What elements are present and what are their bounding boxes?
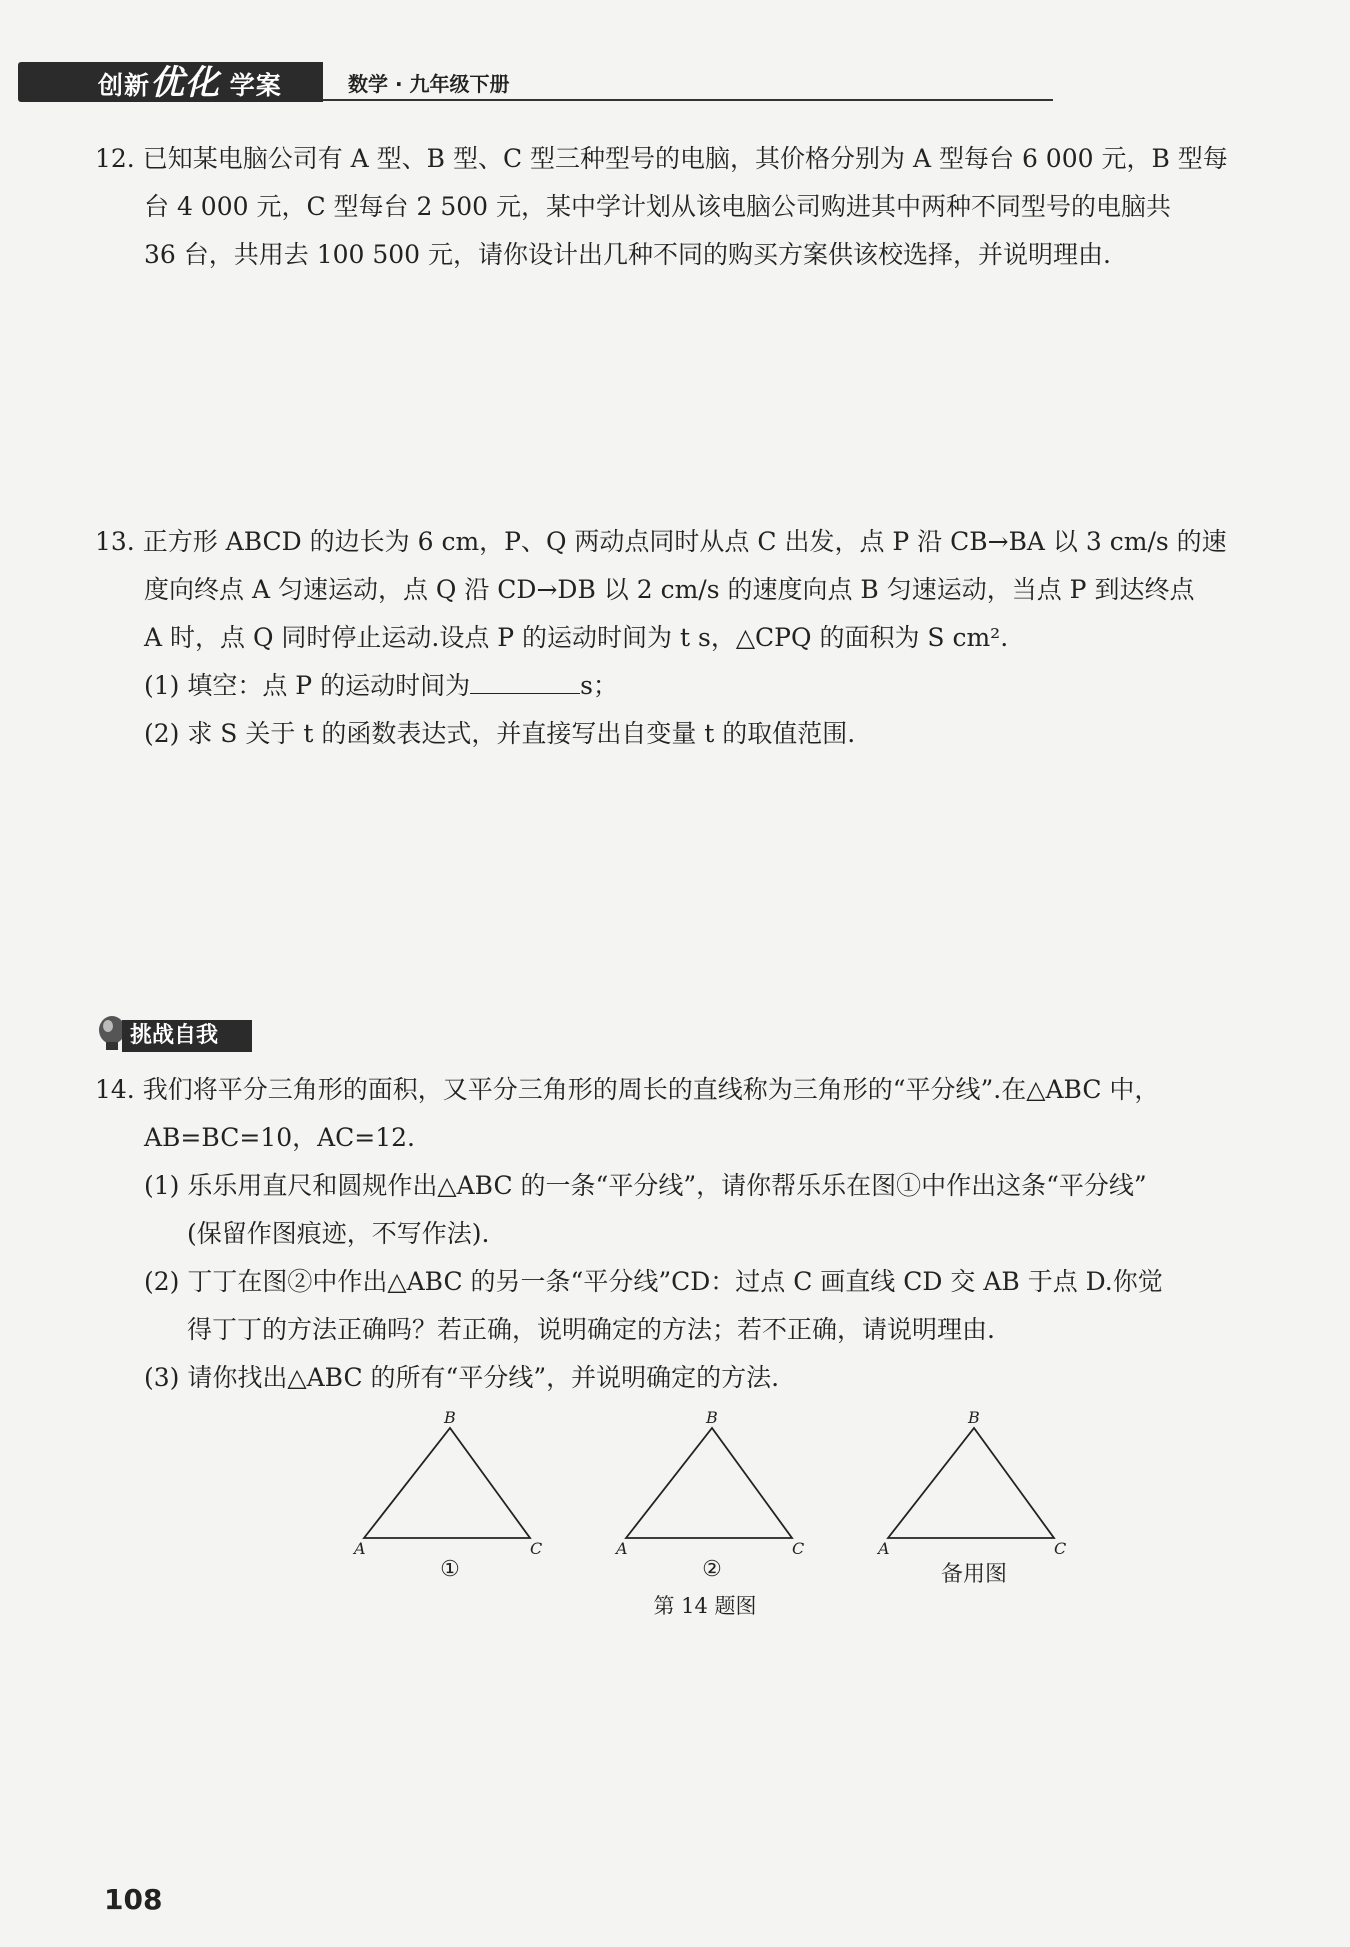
question-14 [95,1066,1275,1402]
triangle-figure-spare[interactable] [874,1405,1074,1585]
figure-caption: ② [702,1557,722,1582]
answer-blank[interactable] [470,673,580,694]
question-part-2: (2) 求 S 关于 t 的函数表达式，并直接写出自变量 t 的取值范围. [144,719,856,748]
question-text: A 时，点 Q 同时停止运动.设点 P 的运动时间为 t s，△CPQ 的面积为 S cm². [144,623,1009,652]
question-text: 台 4 000 元，C 型每台 2 500 元，某中学计划从该电脑公司购进其中两种不同型号的电脑共 [144,192,1172,221]
figure-caption: 备用图 [940,1562,1007,1587]
vertex-b-label: B [444,1408,456,1427]
vertex-a-label: A [616,1539,628,1555]
question-text: 度向终点 A 匀速运动，点 Q 沿 CD→DB 以 2 cm/s 的速度向点 B 匀速运动，当点 P 到达终点 [144,575,1195,604]
triangle-diagram [612,1405,812,1555]
header-banner [18,62,323,102]
question-13 [95,518,1275,758]
question-text: 36 台，共用去 100 500 元，请你设计出几种不同的购买方案供该校选择，并说明理由. [144,240,1111,269]
header-divider [323,99,1053,101]
question-part-1: (1) 乐乐用直尺和圆规作出△ABC 的一条“平分线”，请你帮乐乐在图①中作出这条“平分线” [144,1171,1147,1200]
triangle-diagram [874,1405,1074,1555]
question-part-1 [95,662,1275,710]
book-title-logo: 优化 [150,63,221,103]
challenge-label: 挑战自我 [122,1020,252,1052]
vertex-b-label: B [968,1408,980,1427]
vertex-a-label: A [354,1539,366,1555]
vertex-c-label: C [530,1539,543,1555]
figure-title: 第 14 题图 [653,1594,757,1618]
vertex-b-label: B [706,1408,718,1427]
vertex-c-label: C [792,1539,805,1555]
vertex-c-label: C [1054,1539,1067,1555]
page-number: 108 [104,1883,163,1916]
question-part-2: (2) 丁丁在图②中作出△ABC 的另一条“平分线”CD：过点 C 画直线 CD 交 AB 于点 D.你觉 [144,1267,1163,1296]
question-text: 13. 正方形 ABCD 的边长为 6 cm，P、Q 两动点同时从点 C 出发，点 P 沿 CB→BA 以 3 cm/s 的速 [95,527,1227,556]
question-part-3: (3) 请你找出△ABC 的所有“平分线”，并说明确定的方法. [144,1363,780,1392]
question-12 [95,135,1275,279]
question-text: 14. 我们将平分三角形的面积，又平分三角形的周长的直线称为三角形的“平分线”.在△ABC 中， [95,1075,1160,1104]
figure-caption: ① [440,1557,460,1582]
question-part-2-cont: 得丁丁的方法正确吗？若正确，说明确定的方法；若不正确，请说明理由. [187,1315,995,1344]
book-title [98,65,282,101]
book-title-part-1: 创新 [98,71,151,100]
subject-label: 数学 · 九年级下册 [348,72,510,96]
part-text: (1) 填空：点 P 的运动时间为 [144,671,471,700]
challenge-section-badge [96,1012,256,1058]
book-title-part-2: 学案 [229,71,282,100]
figure-group [350,1405,1080,1635]
question-text: 12. 已知某电脑公司有 A 型、B 型、C 型三种型号的电脑，其价格分别为 A 型每台 6 000 元，B 型每 [95,144,1228,173]
page-header [18,62,1048,102]
question-text: AB=BC=10，AC=12. [144,1123,415,1152]
vertex-a-label: A [878,1539,890,1555]
triangle-diagram [350,1405,550,1555]
question-part-1-cont: (保留作图痕迹，不写作法). [187,1219,490,1248]
triangle-figure-2[interactable] [612,1405,812,1585]
part-text: s； [580,671,618,700]
triangle-figure-1[interactable] [350,1405,550,1585]
